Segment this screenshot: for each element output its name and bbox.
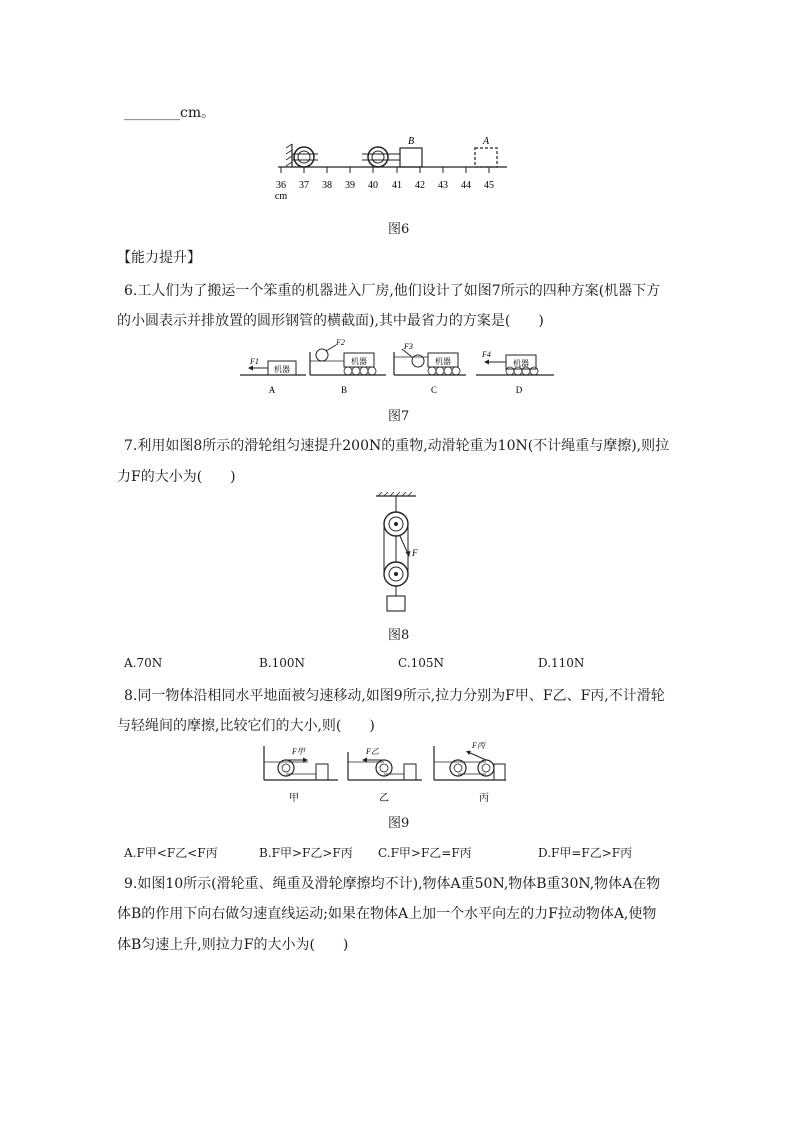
option-label-d: D xyxy=(515,385,523,395)
q6-line2: 的小圆表示并排放置的圆形钢管的横截面),其中最省力的方案是( ) xyxy=(117,313,544,329)
q8-line1: 8.同一物体沿相同水平地面被匀速移动,如图9所示,拉力分别为F甲、F乙、F丙,不计滑轮 xyxy=(124,688,665,704)
force-f-yi: F乙 xyxy=(366,747,379,756)
tick-label-39: 39 xyxy=(345,180,355,191)
option-label-a: A xyxy=(268,385,276,395)
figure-7-diagram xyxy=(238,337,558,399)
q7-line1: 7.利用如图8所示的滑轮组匀速提升200N的重物,动滑轮重为10N(不计绳重与摩擦),则拉 xyxy=(124,438,670,454)
fixed-pulley-icon xyxy=(384,512,408,536)
machine-label: 机器 xyxy=(274,365,290,374)
force-f-jia: F甲 xyxy=(292,747,305,756)
option-label-c: C xyxy=(430,385,438,395)
tick-label-36: 36 xyxy=(276,180,286,191)
figure-6-ruler xyxy=(262,132,522,207)
tick-label-38: 38 xyxy=(322,180,332,191)
block-b xyxy=(400,148,422,167)
tick-label-43: 43 xyxy=(438,180,448,191)
force-f4: F4 xyxy=(482,350,491,359)
force-f3: F3 xyxy=(404,342,413,351)
setup-yi xyxy=(348,747,422,804)
machine-label: 机器 xyxy=(513,359,529,368)
machine-label: 机器 xyxy=(435,357,451,366)
q6-line1: 6.工人们为了搬运一个笨重的机器进入厂房,他们设计了如图7所示的四种方案(机器下方 xyxy=(124,283,661,299)
q8-option-a[interactable]: A.F甲<F乙<F丙 xyxy=(124,846,218,860)
weight-block xyxy=(387,596,405,611)
tick-label-40: 40 xyxy=(368,180,378,191)
q7-option-d[interactable]: D.110N xyxy=(538,656,585,670)
tick-label-37: 37 xyxy=(299,180,309,191)
setup-bing xyxy=(434,741,506,804)
tick-label-45: 45 xyxy=(484,180,494,191)
machine-label: 机器 xyxy=(351,357,367,366)
ruler-unit: cm xyxy=(274,191,288,202)
force-f2: F2 xyxy=(336,338,345,347)
q7-line2: 力F的大小为( ) xyxy=(117,469,236,485)
option-label-b: B xyxy=(340,385,348,395)
q7-option-b[interactable]: B.100N xyxy=(259,656,306,670)
force-f-bing: F丙 xyxy=(472,741,485,750)
tick-label-44: 44 xyxy=(461,180,471,191)
label-b: B xyxy=(408,136,415,147)
q8-line2: 与轻绳间的摩擦,比较它们的大小,则( ) xyxy=(117,718,375,734)
scheme-a xyxy=(240,357,306,395)
force-f: F xyxy=(412,548,418,558)
figure-6-caption: 图6 xyxy=(388,222,410,237)
answer-blank: ________ xyxy=(124,105,180,121)
answer-unit: cm。 xyxy=(180,105,216,121)
q9-line2: 体B的作用下向右做匀速直线运动;如果在物体A上加一个水平向左的力F拉动物体A,使物 xyxy=(117,906,657,922)
section-title: 【能力提升】 xyxy=(117,250,201,266)
answer-line xyxy=(124,103,215,123)
q8-option-c[interactable]: C.F甲>F乙=F丙 xyxy=(378,846,472,860)
setup-jia xyxy=(264,746,338,804)
q8-option-d[interactable]: D.F甲=F乙>F丙 xyxy=(538,846,633,860)
tick-label-41: 41 xyxy=(392,180,402,191)
pulley-icon xyxy=(292,147,318,167)
panel-label-yi: 乙 xyxy=(379,793,389,804)
figure-8-pulley-system xyxy=(370,492,430,614)
force-f1: F1 xyxy=(250,357,259,366)
movable-pulley-icon xyxy=(384,562,408,586)
figure-7-caption: 图7 xyxy=(388,409,410,424)
figure-9-diagram xyxy=(258,740,508,806)
label-a: A xyxy=(483,136,490,147)
tick-label-42: 42 xyxy=(415,180,425,191)
q9-line3: 体B匀速上升,则拉力F的大小为( ) xyxy=(117,937,349,953)
q7-option-a[interactable]: A.70N xyxy=(124,656,163,670)
scheme-c xyxy=(394,342,466,395)
block-a-dashed xyxy=(475,148,497,167)
panel-label-bing: 丙 xyxy=(479,793,489,804)
scheme-b xyxy=(310,338,386,395)
figure-8-caption: 图8 xyxy=(388,628,410,643)
q8-option-b[interactable]: B.F甲>F乙>F丙 xyxy=(259,846,353,860)
q9-line1: 9.如图10所示(滑轮重、绳重及滑轮摩擦均不计),物体A重50N,物体B重30N,物体A在物 xyxy=(124,876,661,892)
pulley-icon xyxy=(362,147,400,167)
scheme-d xyxy=(476,350,554,395)
figure-9-caption: 图9 xyxy=(388,816,410,831)
panel-label-jia: 甲 xyxy=(289,793,299,804)
q7-option-c[interactable]: C.105N xyxy=(398,656,444,670)
